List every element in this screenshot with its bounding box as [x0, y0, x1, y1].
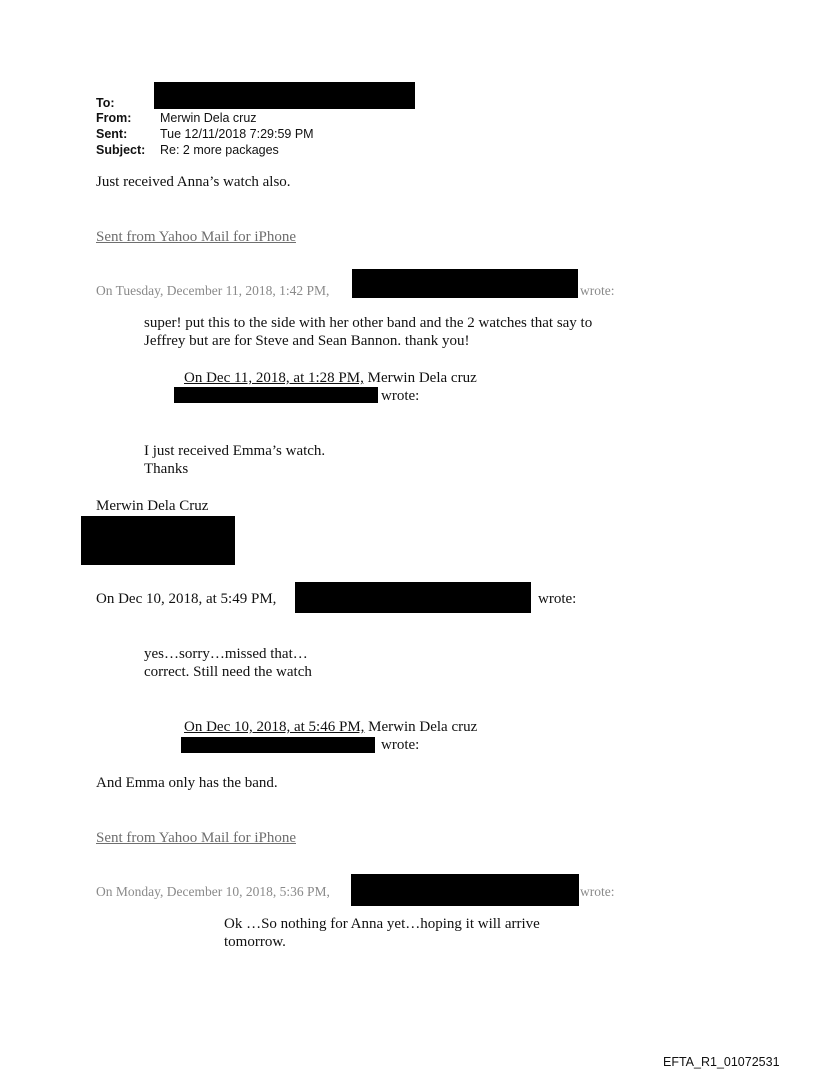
quote2-wrote: wrote:	[381, 388, 420, 404]
message-line-anna: Just received Anna’s watch also.	[96, 174, 291, 190]
quote1-intro: On Tuesday, December 11, 2018, 1:42 PM,	[96, 283, 330, 298]
quote3-wrote: wrote:	[538, 591, 577, 607]
quote5-line2: tomorrow.	[224, 934, 286, 950]
redaction-to	[154, 82, 415, 109]
quote5-line1: Ok …So nothing for Anna yet…hoping it will arrive	[224, 916, 540, 932]
quote4-intro	[184, 719, 477, 736]
sent-label: Sent:	[96, 127, 128, 141]
quote5-wrote: wrote:	[580, 884, 615, 899]
quote1-wrote: wrote:	[580, 283, 615, 298]
quote2-intro	[184, 370, 477, 387]
from-value: Merwin Dela cruz	[160, 111, 257, 125]
quote3-line1: yes…sorry…missed that…	[144, 646, 308, 662]
quote4-intro-name: Merwin Dela cruz	[364, 719, 478, 735]
redaction-quote3-sender	[295, 582, 531, 613]
redaction-quote5-sender	[351, 874, 579, 906]
quote2-intro-name: Merwin Dela cruz	[363, 370, 477, 386]
quote3-line2: correct. Still need the watch	[144, 664, 312, 680]
message-line-emma: And Emma only has the band.	[96, 775, 278, 791]
sent-from-yahoo-link-2[interactable]: Sent from Yahoo Mail for iPhone	[96, 830, 296, 846]
signature-name: Merwin Dela Cruz	[96, 498, 209, 514]
quote4-intro-date: On Dec 10, 2018, at 5:46 PM,	[184, 719, 365, 735]
quote4-wrote: wrote:	[381, 737, 420, 753]
quote1-line2: Jeffrey but are for Steve and Sean Bannon. thank you!	[144, 333, 470, 349]
subject-value: Re: 2 more packages	[160, 143, 279, 157]
quote2-intro-date: On Dec 11, 2018, at 1:28 PM,	[184, 370, 364, 386]
redaction-quote1-sender	[352, 269, 578, 298]
subject-label: Subject:	[96, 143, 146, 157]
sent-value: Tue 12/11/2018 7:29:59 PM	[160, 127, 314, 141]
redaction-quote2-email	[174, 387, 378, 403]
sent-from-yahoo-link-1[interactable]: Sent from Yahoo Mail for iPhone	[96, 229, 296, 245]
quote2-line2: Thanks	[144, 461, 189, 477]
document-id: EFTA_R1_01072531	[663, 1055, 780, 1069]
quote1-line1: super! put this to the side with her other band and the 2 watches that say to	[144, 315, 593, 331]
from-label: From:	[96, 111, 132, 125]
quote3-intro: On Dec 10, 2018, at 5:49 PM,	[96, 591, 277, 607]
to-label: To:	[96, 96, 115, 110]
redaction-signature-block	[81, 516, 235, 565]
redaction-quote4-email	[181, 737, 375, 753]
quote2-line1: I just received Emma’s watch.	[144, 443, 326, 459]
quote5-intro: On Monday, December 10, 2018, 5:36 PM,	[96, 884, 330, 899]
